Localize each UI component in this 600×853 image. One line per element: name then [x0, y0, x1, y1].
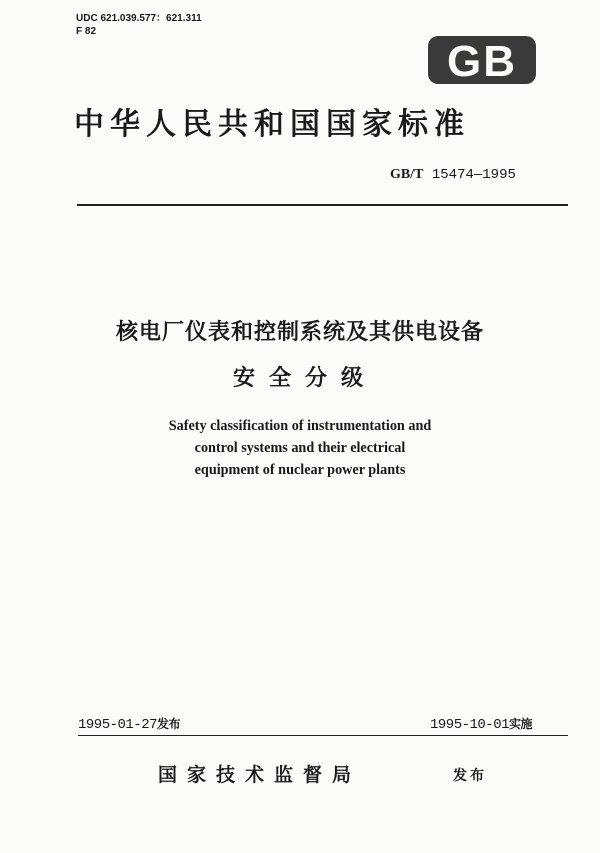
- title-en-line2: control systems and their electrical: [194, 440, 406, 456]
- publish-date-label: 发布: [157, 717, 181, 731]
- standard-prefix: GB/T: [390, 167, 424, 182]
- title-cn-line1: 核电厂仪表和控制系统及其供电设备: [115, 320, 484, 345]
- udc-code: UDC 621.039.577：621.311: [76, 13, 202, 24]
- svg-text:GB: GB: [447, 37, 517, 84]
- bottom-divider: [78, 735, 568, 736]
- issuer-label: 发布: [453, 768, 487, 784]
- implement-date-label: 实施: [509, 717, 533, 731]
- title-en: [0, 415, 600, 481]
- implement-date-value: 1995-10-01: [430, 717, 510, 733]
- standard-code: 15474—1995: [431, 167, 516, 183]
- publish-date: [78, 715, 180, 734]
- title-en-line1: Safety classification of instrumentation and: [168, 418, 432, 434]
- publish-date-value: 1995-01-27: [78, 717, 158, 733]
- classification-code: F 82: [76, 26, 97, 37]
- implement-date: [430, 715, 532, 734]
- title-cn-line2: 安全分级: [232, 366, 377, 391]
- national-standard-heading: 中华人民共和国国家标准: [74, 107, 470, 142]
- gb-logo: [428, 36, 536, 84]
- standard-number: [390, 166, 516, 184]
- title-en-line3: equipment of nuclear power plants: [194, 462, 406, 478]
- top-divider: [77, 204, 568, 206]
- issuer-name: 国家技术监督局: [158, 764, 362, 786]
